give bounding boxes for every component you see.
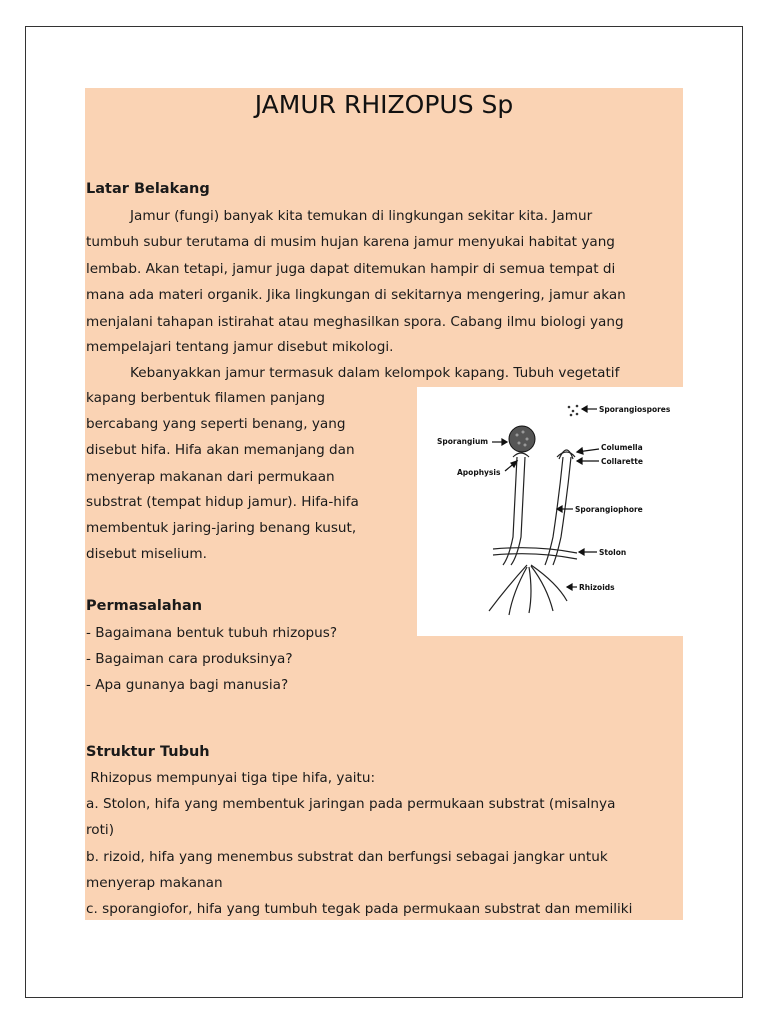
label-collarette: Collarette xyxy=(601,457,643,466)
paragraph-line: menyerap makanan xyxy=(86,875,223,891)
label-sporangiospores: Sporangiospores xyxy=(599,405,671,414)
list-item: - Bagaiman cara produksinya? xyxy=(86,651,293,667)
paragraph-line: tumbuh subur terutama di musim hujan karena jamur menyukai habitat yang xyxy=(86,234,615,250)
paragraph-line: roti) xyxy=(86,822,115,838)
heading-struktur-tubuh: Struktur Tubuh xyxy=(86,744,210,760)
heading-latar-belakang: Latar Belakang xyxy=(86,181,210,197)
paragraph-line: mempelajari tentang jamur disebut mikologi. xyxy=(86,339,394,355)
paragraph-line: menyerap makanan dari permukaan xyxy=(86,469,335,485)
paragraph-line: Kebanyakkan jamur termasuk dalam kelompok kapang. Tubuh vegetatif xyxy=(130,365,620,381)
paragraph-line: a. Stolon, hifa yang membentuk jaringan pada permukaan substrat (misalnya xyxy=(86,796,616,812)
paragraph-line: b. rizoid, hifa yang menembus substrat dan berfungsi sebagai jangkar untuk xyxy=(86,849,608,865)
paragraph-line: disebut miselium. xyxy=(86,546,207,562)
heading-permasalahan: Permasalahan xyxy=(86,598,203,614)
list-item: - Apa gunanya bagi manusia? xyxy=(86,677,289,693)
label-sporangium: Sporangium xyxy=(437,437,489,446)
label-stolon: Stolon xyxy=(599,548,627,557)
paragraph-line: c. sporangiofor, hifa yang tumbuh tegak pada permukaan substrat dan memiliki xyxy=(86,901,633,917)
paragraph-line: bercabang yang seperti benang, yang xyxy=(86,416,346,432)
paragraph-line: disebut hifa. Hifa akan memanjang dan xyxy=(86,442,355,458)
label-columella: Columella xyxy=(601,443,643,452)
sporangiophore-left-icon xyxy=(503,457,517,565)
paragraph-line: lembab. Akan tetapi, jamur juga dapat ditemukan hampir di semua tempat di xyxy=(86,261,616,277)
sporangiospores-icon xyxy=(568,405,579,417)
paragraph-line: Jamur (fungi) banyak kita temukan di lingkungan sekitar kita. Jamur xyxy=(130,208,593,224)
sporangium-icon xyxy=(509,426,535,452)
paragraph-line: membentuk jaring-jaring benang kusut, xyxy=(86,520,357,536)
document-title: JAMUR RHIZOPUS Sp xyxy=(254,90,514,119)
rhizoids-icon xyxy=(489,565,527,611)
stolon-icon xyxy=(493,548,577,553)
label-apophysis: Apophysis xyxy=(457,468,501,477)
paragraph-line: mana ada materi organik. Jika lingkungan di sekitarnya mengering, jamur akan xyxy=(86,287,626,303)
rhizopus-diagram xyxy=(417,387,683,636)
paragraph-line: Rhizopus mempunyai tiga tipe hifa, yaitu: xyxy=(86,770,376,786)
label-rhizoids: Rhizoids xyxy=(579,583,615,592)
paragraph-line: substrat (tempat hidup jamur). Hifa-hifa xyxy=(86,494,359,510)
paragraph-line: kapang berbentuk filamen panjang xyxy=(86,390,325,406)
paragraph-line: menjalani tahapan istirahat atau meghasilkan spora. Cabang ilmu biologi yang xyxy=(86,314,624,330)
label-sporangiophore: Sporangiophore xyxy=(575,505,643,514)
list-item: - Bagaimana bentuk tubuh rhizopus? xyxy=(86,625,338,641)
